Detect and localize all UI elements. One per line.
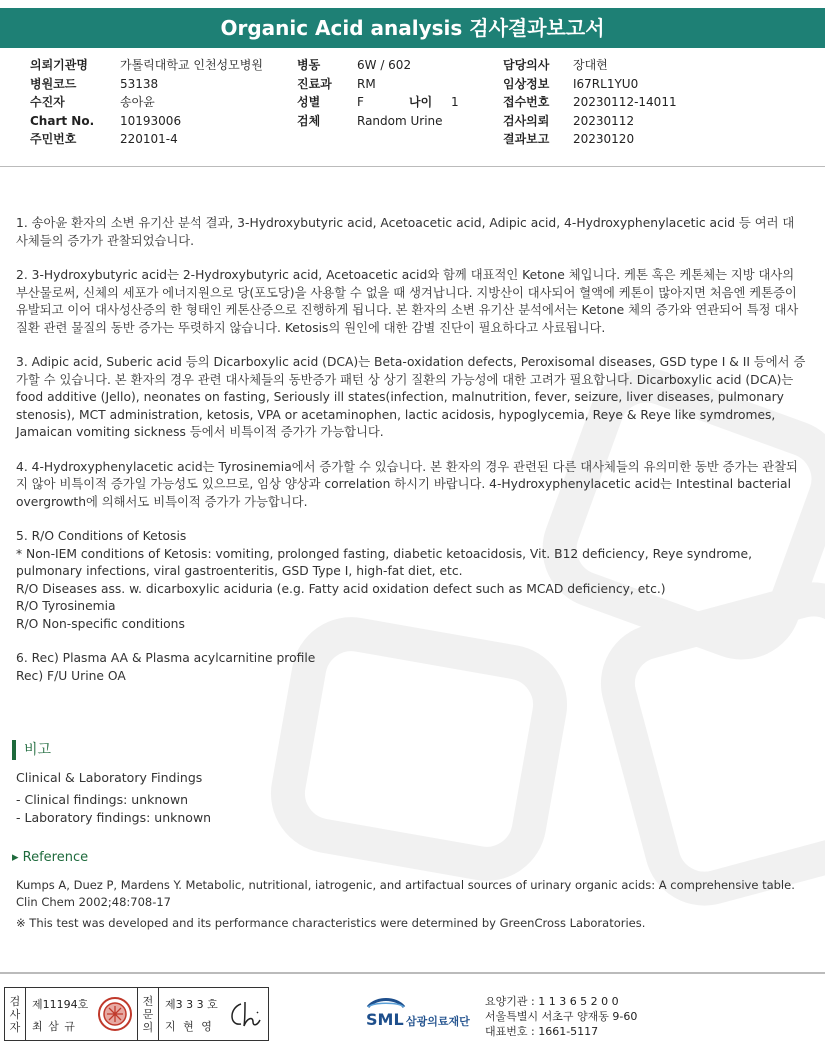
- value-age: 1: [451, 95, 459, 109]
- tester-label: 검 사 자: [5, 988, 26, 1040]
- info-column-patient: [30, 56, 263, 149]
- label-clinical-info: 임상정보: [503, 76, 550, 91]
- specialist-signature: [227, 998, 265, 1030]
- reference-note: ※ This test was developed and its performance characteristics were determined by GreenCross Laboratories.: [16, 916, 646, 930]
- value-hospital-code: 53138: [120, 76, 159, 91]
- label-age: 나이: [409, 95, 433, 109]
- tester-license-no: 제11194호: [32, 998, 89, 1011]
- label-institution: 의뢰기관명: [30, 58, 88, 72]
- label-ward: 병동: [297, 58, 321, 72]
- para5-line-4: R/O Tyrosinemia: [16, 599, 116, 613]
- info-row-request-date: [503, 112, 677, 131]
- info-row-patient: [30, 93, 263, 112]
- org-code: 요양기관 : 1 1 3 6 5 2 0 0: [485, 995, 619, 1008]
- label-resident-no: 주민번호: [30, 132, 77, 146]
- org-phone: 대표번호 : 1661-5117: [485, 1025, 599, 1038]
- info-row-resident-no: [30, 130, 263, 149]
- tester-seal-stamp: [97, 996, 133, 1032]
- value-clinical-info: I67RL1YU0: [573, 76, 639, 91]
- info-row-sex-age: [297, 93, 459, 112]
- label-doctor: 담당의사: [503, 58, 550, 72]
- value-request-date: 20230112: [573, 113, 635, 128]
- org-address: 서울특별시 서초구 양재동 9-60: [485, 1010, 638, 1023]
- value-institution: 가톨릭대학교 인천성모병원: [120, 58, 263, 72]
- info-row-hospital-code: [30, 75, 263, 94]
- label-report-date: 결과보고: [503, 132, 550, 146]
- reference-heading: ▸ Reference: [12, 850, 89, 865]
- interpretation-paragraph-2: 2. 3-Hydroxybutyric acid는 2-Hydroxybutyric acid, Acetoacetic acid와 함께 대표적인 Ketone 체입니다. 케톤 혹은 케톤체는 지방 대사의 부산물로써, 신체의 세포가 에너지원으로 당(포도당)을 사용할 수 없을 때 생겨납니다. 지방산이 대사되어 혈액에 케톤이 많아지면 처음엔 케톤증이 유발되고 이어 대사성산증의 한 형태인 케톤산증으로 진행하게 됩니다. 본 환자의 소변 유기산 분석에서는 Ketone 체의 증가와 연관되어 특정 대사질환 관련 물질의 동반 증가는 뚜렷하지 않습니다. Ketosis의 원인에 대한 감별 진단이 필요하다고 사료됩니다.: [16, 268, 799, 335]
- interpretation-body: [16, 215, 806, 685]
- value-sex: F: [357, 95, 364, 109]
- laboratory-findings: - Laboratory findings: unknown: [16, 810, 212, 825]
- specialist-license-no: 제3 3 3 호: [165, 998, 218, 1011]
- label-hospital-code: 병원코드: [30, 76, 77, 91]
- value-ward: 6W / 602: [357, 58, 412, 72]
- info-divider: [0, 166, 825, 167]
- specialist-label: 전 문 의: [137, 988, 159, 1040]
- info-column-report: [503, 56, 677, 149]
- specialist-name: 지 현 영: [165, 1020, 214, 1033]
- org-address-block: [485, 994, 637, 1039]
- tester-name: 최 삼 규: [32, 1020, 76, 1033]
- reference-block: [16, 877, 806, 932]
- label-patient: 수진자: [30, 95, 65, 109]
- para5-line-1: 5. R/O Conditions of Ketosis: [16, 529, 187, 543]
- para5-line-2: * Non-IEM conditions of Ketosis: vomiting, prolonged fasting, diabetic ketoacidosis, Vit. B12 deficiency, Reye syndrome, pulmonary infections, viral gastroenteritis, GSD Type I, high-fat diet, etc.: [16, 546, 752, 578]
- value-chart-no: 10193006: [120, 113, 182, 128]
- remarks-heading: 비고: [12, 740, 51, 760]
- para5-line-5: R/O Non-specific conditions: [16, 616, 185, 631]
- footer-divider: [0, 972, 825, 974]
- value-receipt-no: 20230112-14011: [573, 95, 677, 109]
- sml-logo-text: SML: [366, 1010, 404, 1029]
- info-row-clinical-info: [503, 75, 677, 94]
- reference-citation: Kumps A, Duez P, Mardens Y. Metabolic, nutritional, iatrogenic, and artifactual sources of urinary organic acids: A comprehensive table. Clin Chem 2002;48:708-17: [16, 878, 795, 909]
- label-department: 진료과: [297, 76, 332, 91]
- signature-box: [4, 987, 269, 1041]
- clinical-findings: - Clinical findings: unknown: [16, 792, 189, 807]
- info-row-report-date: [503, 130, 677, 149]
- label-sex: 성별: [297, 95, 321, 109]
- info-row-receipt-no: [503, 93, 677, 112]
- info-row-ward: [297, 56, 459, 75]
- para5-line-3: R/O Diseases ass. w. dicarboxylic aciduria (e.g. Fatty acid oxidation defect such as MCAD deficiency, etc.): [16, 581, 666, 596]
- value-department: RM: [357, 76, 376, 91]
- remarks-findings: [16, 769, 211, 827]
- info-row-doctor: [503, 56, 677, 75]
- value-report-date: 20230120: [573, 132, 635, 146]
- label-specimen: 검체: [297, 113, 321, 128]
- info-row-institution: [30, 56, 263, 75]
- interpretation-paragraph-6: [16, 650, 806, 685]
- label-chart-no: Chart No.: [30, 113, 95, 128]
- value-resident-no: 220101-4: [120, 132, 178, 146]
- para6-line-1: 6. Rec) Plasma AA & Plasma acylcarnitine profile: [16, 651, 316, 665]
- value-patient: 송아윤: [120, 95, 155, 109]
- value-specimen: Random Urine: [357, 113, 443, 128]
- interpretation-paragraph-5: [16, 528, 806, 633]
- label-receipt-no: 접수번호: [503, 95, 550, 109]
- interpretation-paragraph-4: 4. 4-Hydroxyphenylacetic acid는 Tyrosinemia에서 증가할 수 있습니다. 본 환자의 경우 관련된 다른 대사체들의 유의미한 동반 증가는 관찰되지 않아 비특이적 증가일 가능성도 있으므로, 임상 양상과 correlation 하시기 바랍니다. 4-Hydroxyphenylacetic acid는 Intestinal bacterial overgrowth에 의해서도 비특이적 증가가 가능합니다.: [16, 459, 798, 509]
- label-request-date: 검사의뢰: [503, 113, 550, 128]
- info-column-ward: [297, 56, 459, 130]
- interpretation-paragraph-1: 1. 송아윤 환자의 소변 유기산 분석 결과, 3-Hydroxybutyric acid, Acetoacetic acid, Adipic acid, 4-Hydroxyphenylacetic acid 등 여러 대사체들의 증가가 관찰되었습니다.: [16, 216, 795, 248]
- value-doctor: 장대현: [573, 58, 608, 72]
- interpretation-paragraph-3: 3. Adipic acid, Suberic acid 등의 Dicarboxylic acid (DCA)는 Beta-oxidation defects, Peroxisomal diseases, GSD type I & II 등에서 증가할 수 있습니다. 본 환자의 경우 관련 대사체들의 동반증가 패턴 상 상기 질환의 가능성에 대한 고려가 필요합니다. Dicarboxylic acid (DCA)는 food additive (Jello), neonates on fasting, Seriously ill states(infection, malnutrition, fever, seizure, liver diseases, pulmonary stenosis), MCT administration, ketosis, VPA or acetaminophen, lactic acidosis, hypoglycemia, Reye & Reye like symdromes, Jamaican vomiting sickness 등에서 비특이적 증가가 가능합니다.: [16, 355, 806, 439]
- info-row-specimen: [297, 112, 459, 131]
- findings-title: Clinical & Laboratory Findings: [16, 770, 203, 785]
- para6-line-2: Rec) F/U Urine OA: [16, 668, 126, 683]
- header-divider: [0, 46, 825, 48]
- info-row-chart-no: [30, 112, 263, 131]
- report-title: Organic Acid analysis 검사결과보고서: [0, 8, 825, 46]
- info-row-department: [297, 75, 459, 94]
- org-name: 삼광의료재단: [406, 1015, 470, 1028]
